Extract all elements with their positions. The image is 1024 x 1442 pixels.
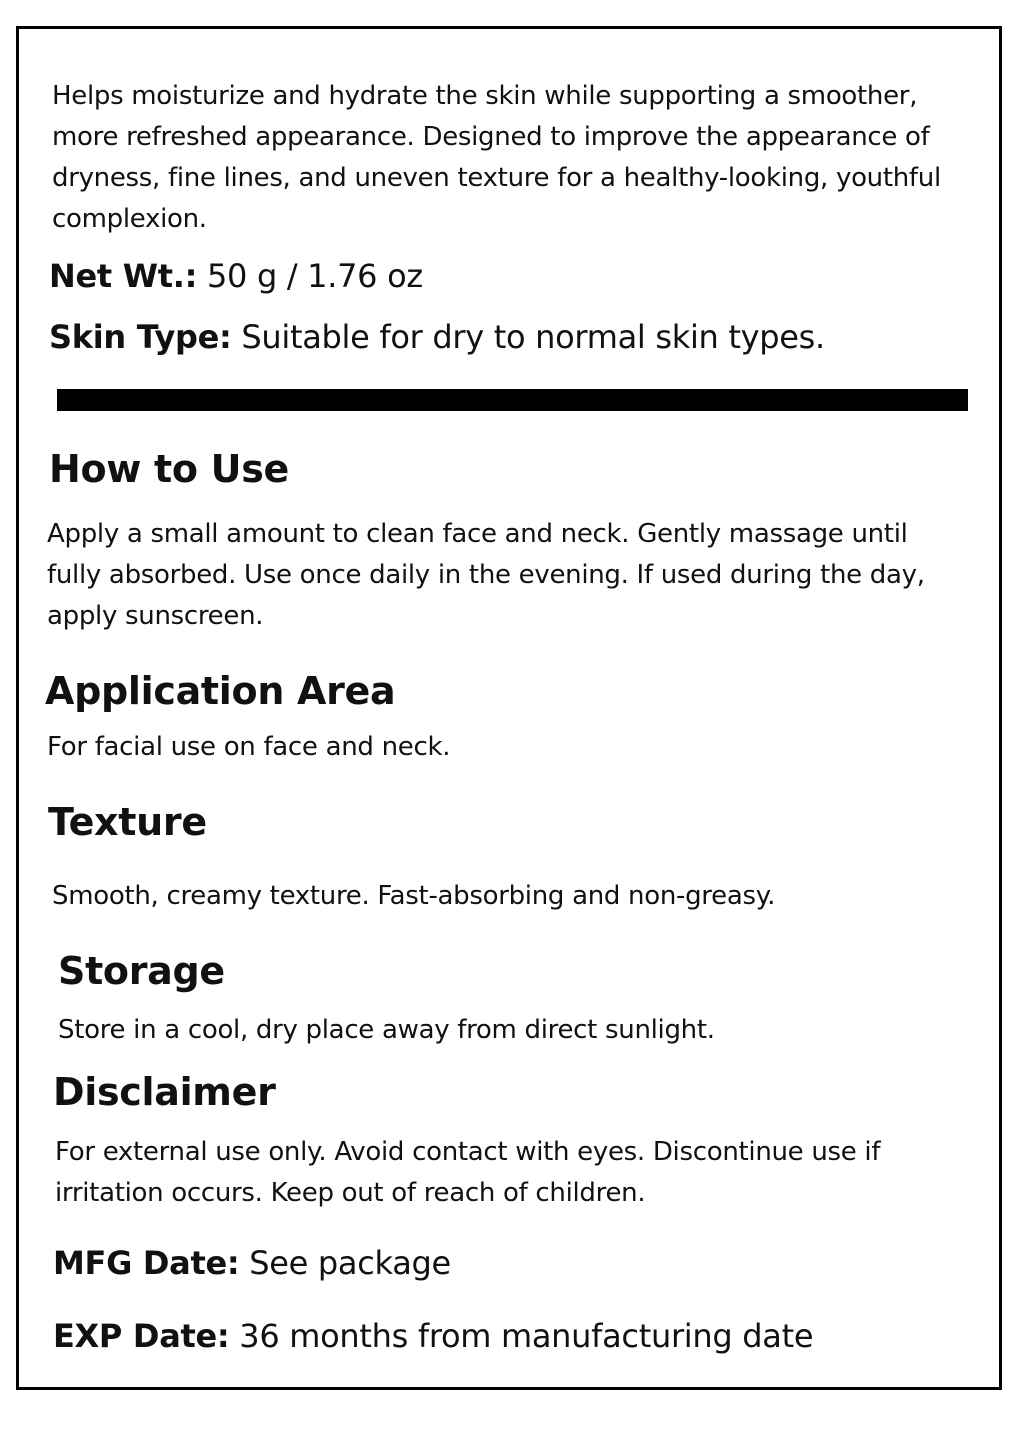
- product-description: Helps moisturize and hydrate the skin while supporting a smoother, more refreshed appearance. Designed to improve the appearance of dryness, fine lines, and uneven texture for a healthy-looking, youthful complexion.: [52, 81, 941, 234]
- net-weight-label: Net Wt.:: [49, 257, 198, 295]
- texture-heading: Texture: [48, 800, 207, 844]
- application-area-heading: Application Area: [45, 669, 396, 713]
- section-divider: [57, 389, 968, 411]
- mfg-date: [53, 1243, 451, 1283]
- texture-text: Smooth, creamy texture. Fast-absorbing and non-greasy.: [52, 881, 776, 911]
- net-weight: [49, 256, 423, 296]
- skin-type-label: Skin Type:: [49, 318, 232, 356]
- mfg-date-label: MFG Date:: [53, 1244, 240, 1282]
- how-to-use-heading: How to Use: [49, 447, 289, 491]
- how-to-use-text: Apply a small amount to clean face and neck. Gently massage until fully absorbed. Use once daily in the evening. If used during the day, apply sunscreen.: [47, 519, 925, 631]
- storage-text: Store in a cool, dry place away from direct sunlight.: [58, 1015, 715, 1045]
- disclaimer-heading: Disclaimer: [53, 1070, 276, 1114]
- disclaimer-text: For external use only. Avoid contact with eyes. Discontinue use if irritation occurs. Keep out of reach of children.: [55, 1137, 881, 1208]
- net-weight-value: 50 g / 1.76 oz: [206, 257, 423, 295]
- exp-date-value: 36 months from manufacturing date: [239, 1317, 814, 1355]
- exp-date: [53, 1316, 813, 1356]
- application-area-text: For facial use on face and neck.: [47, 732, 451, 762]
- storage-heading: Storage: [58, 949, 225, 993]
- exp-date-label: EXP Date:: [53, 1317, 230, 1355]
- skin-type: [49, 317, 825, 357]
- skin-type-value: Suitable for dry to normal skin types.: [241, 318, 825, 356]
- mfg-date-value: See package: [249, 1244, 451, 1282]
